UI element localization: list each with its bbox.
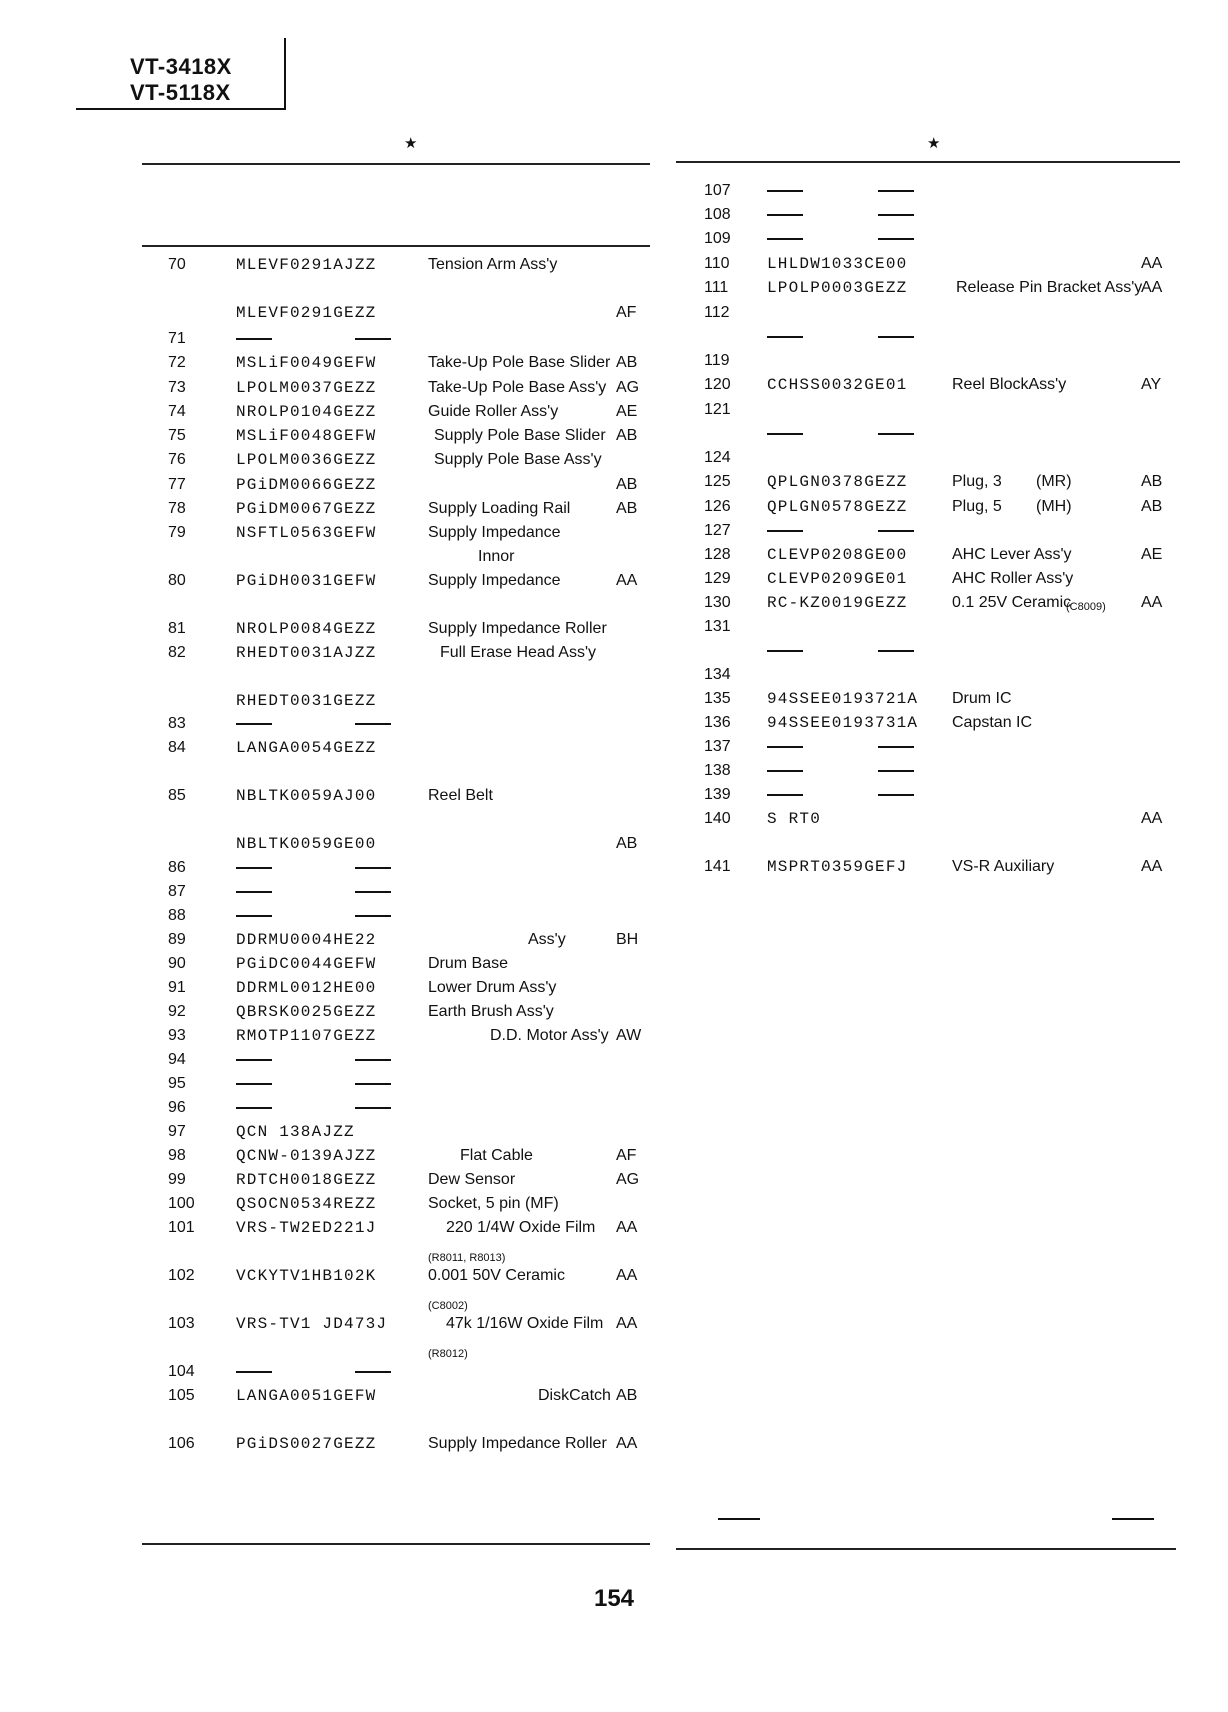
table-row — [0, 1097, 1228, 1119]
rule-left-top — [142, 163, 650, 165]
reference-designator: (C8002) — [428, 1300, 468, 1312]
blank-entry-dash — [767, 650, 803, 652]
part-description: 0.1 25V Ceramic — [952, 594, 1072, 611]
item-number: 110 — [704, 255, 730, 272]
part-description: Supply Impedance Roller — [428, 1435, 607, 1452]
part-description: Lower Drum Ass'y — [428, 979, 557, 996]
footer-dash-left — [718, 1518, 760, 1520]
part-description: AHC Lever Ass'y — [952, 546, 1072, 563]
part-code: LHLDW1033CE00 — [767, 255, 908, 273]
connector-type: (MH) — [1036, 498, 1072, 515]
part-description: DiskCatch — [538, 1387, 611, 1404]
item-number: 106 — [168, 1435, 195, 1452]
price-code: AB — [616, 835, 638, 852]
part-code: RMOTP1107GEZZ — [236, 1027, 377, 1045]
price-code: AA — [1141, 858, 1163, 875]
item-number: 107 — [704, 182, 731, 199]
part-code: RDTCH0018GEZZ — [236, 1171, 377, 1189]
part-code: NBLTK0059GE00 — [236, 835, 377, 853]
table-row — [0, 1073, 1228, 1095]
item-number: 93 — [168, 1027, 186, 1044]
part-description: Full Erase Head Ass'y — [440, 644, 597, 661]
price-code: BH — [616, 931, 639, 948]
table-row — [0, 736, 1228, 758]
price-code: AA — [616, 1435, 638, 1452]
blank-entry-dash — [878, 794, 914, 796]
table-row — [0, 1169, 1228, 1191]
table-row — [0, 856, 1228, 878]
part-code: VRS-TW2ED221J — [236, 1219, 377, 1237]
price-code: AB — [616, 1387, 638, 1404]
table-row — [0, 423, 1228, 445]
table-row — [0, 953, 1228, 975]
reference-designator: (C8009) — [1066, 601, 1106, 613]
table-row — [0, 1265, 1228, 1287]
item-number: 99 — [168, 1171, 186, 1188]
part-code: RC-KZ0019GEZZ — [767, 594, 908, 612]
table-row — [0, 616, 1228, 638]
item-number: 90 — [168, 955, 186, 972]
price-code: AG — [616, 1171, 640, 1188]
blank-entry-dash — [767, 794, 803, 796]
table-row — [0, 326, 1228, 348]
item-number: 138 — [704, 762, 731, 779]
part-code: MSLiF0049GEFW — [236, 354, 377, 372]
blank-entry-dash — [236, 891, 272, 893]
part-description: Plug, 3 — [952, 473, 1002, 490]
part-code: QPLGN0378GEZZ — [767, 473, 908, 491]
item-number: 95 — [168, 1075, 186, 1092]
blank-entry-dash — [236, 1059, 272, 1061]
part-description: Flat Cable — [460, 1147, 533, 1164]
item-number: 105 — [168, 1387, 195, 1404]
price-code: AA — [1141, 279, 1163, 296]
item-number: 77 — [168, 476, 186, 493]
price-code: AW — [616, 1027, 642, 1044]
part-description: Dew Sensor — [428, 1171, 516, 1188]
part-code: MLEVF0291GEZZ — [236, 304, 377, 322]
table-row — [0, 833, 1228, 855]
part-code: PGiDS0027GEZZ — [236, 1435, 377, 1453]
part-code: VCKYTV1HB102K — [236, 1267, 377, 1285]
part-code: NBLTK0059AJ00 — [236, 787, 377, 805]
table-row — [0, 1025, 1228, 1047]
part-code: LANGA0051GEFW — [236, 1387, 377, 1405]
reference-designator: (R8011, R8013) — [428, 1252, 506, 1264]
rule-right-bottom — [676, 1548, 1176, 1550]
item-number: 127 — [704, 522, 731, 539]
item-number: 87 — [168, 883, 186, 900]
item-number: 84 — [168, 739, 186, 756]
table-row — [0, 712, 1228, 734]
item-number: 136 — [704, 714, 731, 731]
blank-entry-dash — [355, 1083, 391, 1085]
star-icon-left: ★ — [404, 135, 418, 152]
blank-entry-dash — [878, 336, 914, 338]
item-number: 73 — [168, 379, 186, 396]
table-row — [0, 1145, 1228, 1167]
connector-type: (MR) — [1036, 473, 1072, 490]
page-number: 154 — [593, 1585, 635, 1612]
blank-entry-dash — [767, 190, 803, 192]
item-number: 135 — [704, 690, 731, 707]
part-description: Supply Loading Rail — [428, 500, 571, 517]
part-description: Reel BlockAss'y — [952, 376, 1067, 393]
part-code: CLEVP0209GE01 — [767, 570, 908, 588]
item-number: 108 — [704, 206, 731, 223]
part-description: Supply Pole Base Slider — [434, 427, 606, 444]
part-code: RHEDT0031AJZZ — [236, 644, 377, 662]
part-description: Guide Roller Ass'y — [428, 403, 559, 420]
price-code: AB — [616, 476, 638, 493]
model-name-1: VT-3418X — [130, 54, 232, 79]
part-code: MLEVF0291AJZZ — [236, 256, 377, 274]
price-code: AE — [616, 403, 638, 420]
table-row — [0, 1241, 1228, 1263]
table-row — [0, 496, 1228, 518]
price-code: AA — [616, 1219, 638, 1236]
table-row — [0, 520, 1228, 542]
item-number: 98 — [168, 1147, 186, 1164]
item-number: 79 — [168, 524, 186, 541]
item-number: 128 — [704, 546, 731, 563]
part-code: DDRMU0004HE22 — [236, 931, 377, 949]
part-description: Capstan IC — [952, 714, 1033, 731]
part-description: Ass'y — [528, 931, 566, 948]
item-number: 100 — [168, 1195, 195, 1212]
part-code: RHEDT0031GEZZ — [236, 692, 377, 710]
table-row — [0, 664, 1228, 686]
price-code: AF — [616, 1147, 637, 1164]
price-code: AA — [616, 1267, 638, 1284]
blank-entry-dash — [878, 190, 914, 192]
item-number: 140 — [704, 810, 731, 827]
part-description: Reel Belt — [428, 787, 493, 804]
part-code: PGiDM0067GEZZ — [236, 500, 377, 518]
part-description: Earth Brush Ass'y — [428, 1003, 554, 1020]
item-number: 74 — [168, 403, 186, 420]
star-icon-right: ★ — [927, 135, 941, 152]
item-number: 120 — [704, 376, 731, 393]
item-number: 76 — [168, 451, 186, 468]
item-number: 129 — [704, 570, 731, 587]
part-code: NROLP0084GEZZ — [236, 620, 377, 638]
blank-entry-dash — [236, 1083, 272, 1085]
blank-entry-dash — [236, 1107, 272, 1109]
part-description: Release Pin Bracket Ass'y — [956, 279, 1143, 296]
item-number: 103 — [168, 1315, 195, 1332]
price-code: AA — [616, 572, 638, 589]
blank-entry-dash — [767, 433, 803, 435]
part-description: Supply Impedance — [428, 572, 561, 589]
table-row — [0, 277, 1228, 299]
item-number: 125 — [704, 473, 731, 490]
item-number: 86 — [168, 859, 186, 876]
price-code: AB — [616, 500, 638, 517]
blank-entry-dash — [767, 746, 803, 748]
blank-entry-dash — [878, 650, 914, 652]
blank-entry-dash — [767, 336, 803, 338]
price-code: AB — [1141, 473, 1163, 490]
blank-entry-dash — [355, 915, 391, 917]
table-row — [0, 447, 1228, 469]
item-number: 131 — [704, 618, 731, 635]
table-row — [0, 302, 1228, 324]
table-row — [0, 977, 1228, 999]
item-number: 82 — [168, 644, 186, 661]
item-number: 81 — [168, 620, 186, 637]
blank-entry-dash — [767, 770, 803, 772]
item-number: 89 — [168, 931, 186, 948]
item-number: 75 — [168, 427, 186, 444]
part-code: QPLGN0578GEZZ — [767, 498, 908, 516]
table-row — [0, 688, 1228, 710]
blank-entry-dash — [236, 1371, 272, 1373]
part-description: 0.001 50V Ceramic — [428, 1267, 565, 1284]
table-row — [0, 905, 1228, 927]
table-row — [0, 1385, 1228, 1407]
blank-entry-dash — [878, 214, 914, 216]
part-code: 94SSEE0193731A — [767, 714, 919, 732]
table-row — [0, 253, 1228, 275]
blank-entry-dash — [767, 530, 803, 532]
blank-entry-dash — [355, 1107, 391, 1109]
part-code: MSLiF0048GEFW — [236, 427, 377, 445]
item-number: 94 — [168, 1051, 186, 1068]
reference-designator: (R8012) — [428, 1348, 468, 1360]
part-description: Tension Arm Ass'y — [428, 256, 558, 273]
item-number: 124 — [704, 449, 731, 466]
rule-right-top — [676, 161, 1180, 163]
table-row — [0, 204, 1228, 226]
table-row — [0, 760, 1228, 782]
item-number: 141 — [704, 858, 731, 875]
item-number: 112 — [704, 304, 730, 321]
blank-entry-dash — [355, 1371, 391, 1373]
item-number: 83 — [168, 715, 186, 732]
part-code: LPOLP0003GEZZ — [767, 279, 908, 297]
item-number: 85 — [168, 787, 186, 804]
item-number: 88 — [168, 907, 186, 924]
part-code: DDRML0012HE00 — [236, 979, 377, 997]
price-code: AY — [1141, 376, 1162, 393]
item-number: 92 — [168, 1003, 186, 1020]
part-code: PGiDH0031GEFW — [236, 572, 377, 590]
part-description: Supply Impedance — [428, 524, 561, 541]
part-description: Innor — [478, 548, 515, 565]
part-description: Socket, 5 pin (MF) — [428, 1195, 559, 1212]
table-row — [0, 929, 1228, 951]
blank-entry-dash — [355, 1059, 391, 1061]
part-code: QSOCN0534REZZ — [236, 1195, 377, 1213]
item-number: 72 — [168, 354, 186, 371]
item-number: 71 — [168, 330, 186, 347]
part-code: QCNW-0139AJZZ — [236, 1147, 377, 1165]
part-code: LPOLM0037GEZZ — [236, 379, 377, 397]
price-code: AG — [616, 379, 640, 396]
part-code: CLEVP0208GE00 — [767, 546, 908, 564]
model-name-2: VT-5118X — [130, 80, 231, 105]
item-number: 70 — [168, 256, 186, 273]
rule-left-bottom — [142, 1543, 650, 1545]
table-row — [0, 784, 1228, 806]
table-row — [0, 1361, 1228, 1383]
table-row — [0, 640, 1228, 662]
blank-entry-dash — [767, 238, 803, 240]
item-number: 102 — [168, 1267, 195, 1284]
price-code: AE — [1141, 546, 1163, 563]
table-row — [0, 1049, 1228, 1071]
blank-entry-dash — [767, 214, 803, 216]
item-number: 101 — [168, 1219, 195, 1236]
item-number: 96 — [168, 1099, 186, 1116]
part-code: PGiDM0066GEZZ — [236, 476, 377, 494]
table-row — [0, 228, 1228, 250]
item-number: 119 — [704, 352, 730, 369]
part-code: LPOLM0036GEZZ — [236, 451, 377, 469]
part-description: 47k 1/16W Oxide Film — [446, 1315, 604, 1332]
part-description: Supply Pole Base Ass'y — [434, 451, 602, 468]
table-row — [0, 1289, 1228, 1311]
table-row — [0, 592, 1228, 614]
table-row — [0, 1433, 1228, 1455]
item-number: 134 — [704, 666, 731, 683]
part-description: AHC Roller Ass'y — [952, 570, 1074, 587]
table-row — [0, 1337, 1228, 1359]
item-number: 91 — [168, 979, 186, 996]
blank-entry-dash — [236, 915, 272, 917]
table-row — [0, 881, 1228, 903]
part-description: Take-Up Pole Base Slider — [428, 354, 611, 371]
table-row — [0, 399, 1228, 421]
part-code: VRS-TV1 JD473J — [236, 1315, 388, 1333]
part-description: Drum Base — [428, 955, 509, 972]
item-number: 111 — [704, 279, 729, 296]
table-row — [0, 350, 1228, 372]
blank-entry-dash — [878, 433, 914, 435]
part-code: QCN 138AJZZ — [236, 1123, 355, 1141]
table-row — [0, 808, 1228, 830]
table-row — [0, 568, 1228, 590]
table-row — [0, 471, 1228, 493]
part-code: S RT0 — [767, 810, 822, 828]
part-code: 94SSEE0193721A — [767, 690, 919, 708]
table-row — [0, 544, 1228, 566]
part-description: VS-R Auxiliary — [952, 858, 1055, 875]
table-row — [0, 180, 1228, 202]
price-code: AA — [1141, 594, 1163, 611]
part-description: Take-Up Pole Base Ass'y — [428, 379, 607, 396]
blank-entry-dash — [878, 770, 914, 772]
price-code: AB — [1141, 498, 1163, 515]
part-code: NROLP0104GEZZ — [236, 403, 377, 421]
item-number: 109 — [704, 230, 731, 247]
price-code: AA — [1141, 810, 1163, 827]
item-number: 139 — [704, 786, 731, 803]
part-code: NSFTL0563GEFW — [236, 524, 377, 542]
part-description: D.D. Motor Ass'y — [490, 1027, 609, 1044]
table-row — [0, 1217, 1228, 1239]
footer-dash-right — [1112, 1518, 1154, 1520]
price-code: AA — [1141, 255, 1163, 272]
item-number: 78 — [168, 500, 186, 517]
blank-entry-dash — [878, 238, 914, 240]
item-number: 130 — [704, 594, 731, 611]
blank-entry-dash — [355, 891, 391, 893]
part-description: 220 1/4W Oxide Film — [446, 1219, 596, 1236]
blank-entry-dash — [878, 530, 914, 532]
item-number: 80 — [168, 572, 186, 589]
part-code: QBRSK0025GEZZ — [236, 1003, 377, 1021]
part-code: CCHSS0032GE01 — [767, 376, 908, 394]
part-code: PGiDC0044GEFW — [236, 955, 377, 973]
price-code: AF — [616, 304, 637, 321]
part-description: Supply Impedance Roller — [428, 620, 607, 637]
blank-entry-dash — [878, 746, 914, 748]
item-number: 104 — [168, 1363, 195, 1380]
price-code: AA — [616, 1315, 638, 1332]
price-code: AB — [616, 354, 638, 371]
table-row — [0, 1193, 1228, 1215]
part-code: MSPRT0359GEFJ — [767, 858, 908, 876]
part-code: LANGA0054GEZZ — [236, 739, 377, 757]
item-number: 126 — [704, 498, 731, 515]
model-header — [76, 38, 286, 110]
table-row — [0, 1001, 1228, 1023]
price-code: AB — [616, 427, 638, 444]
item-number: 137 — [704, 738, 731, 755]
item-number: 97 — [168, 1123, 186, 1140]
table-row — [0, 374, 1228, 396]
table-row — [0, 1121, 1228, 1143]
part-description: Plug, 5 — [952, 498, 1002, 515]
part-description: Drum IC — [952, 690, 1012, 707]
item-number: 121 — [704, 401, 731, 418]
table-row — [0, 1313, 1228, 1335]
